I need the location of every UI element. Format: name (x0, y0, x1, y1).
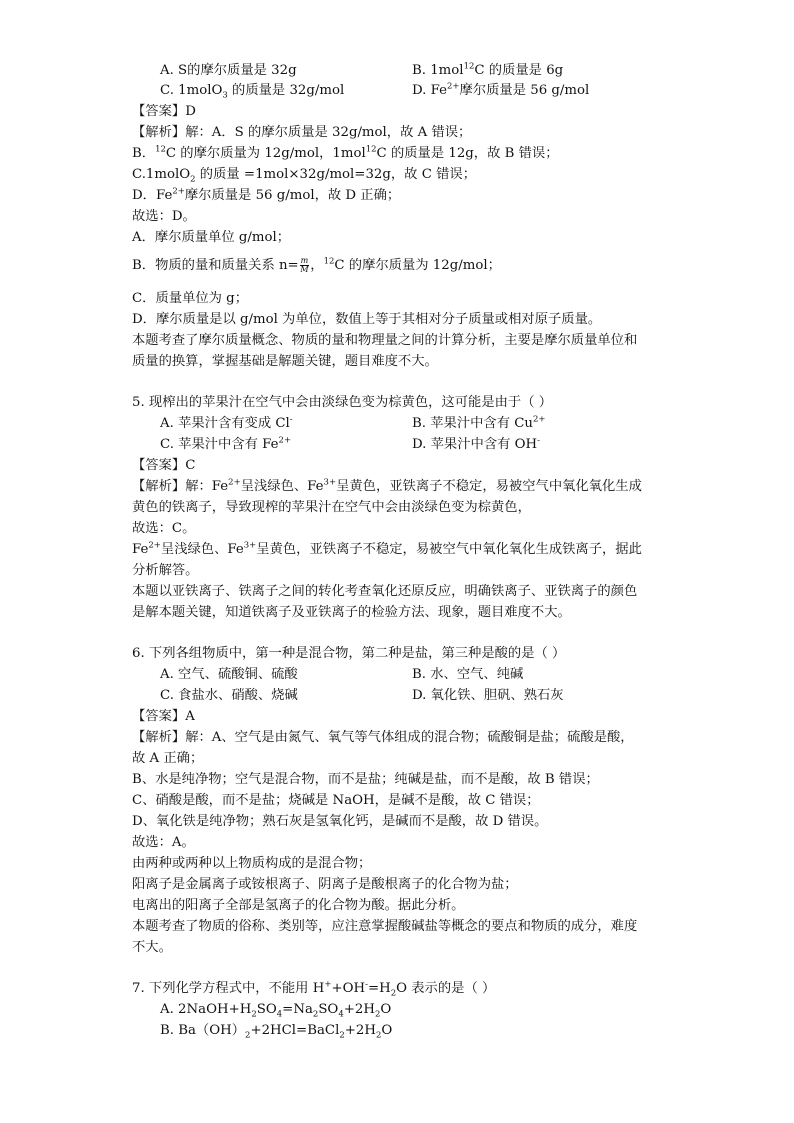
q6-stem: 6. 下列各组物质中，第一种是混合物，第二种是盐，第三种是酸的是（ ） (132, 646, 566, 661)
q4-answer: 【答案】D (132, 104, 196, 119)
q6-analysis-line: 故选：A。 (132, 835, 195, 850)
fraction-m-over-M: $\frac{m}{M}$ (300, 256, 309, 274)
q7-option-b: B. $Ba(OH)_2+2HCl=BaCl_2+2H_2O$ (160, 1023, 393, 1041)
q5-option-b: B. 苹果汁中含有 $Cu^{2+}$ (412, 414, 546, 431)
q6-option-c: C. 食盐水、硝酸、烧碱 (160, 688, 298, 703)
q4-analysis-line: B．$^{12}$C 的摩尔质量为 12g/mol，1mol$^{12}$C 的质量是 12g，故 B 错误； (132, 144, 559, 161)
q5-answer: 【答案】C (132, 458, 196, 473)
q4-analysis-line: A．摩尔质量单位 g/mol； (132, 230, 291, 245)
q4-option-b: B. 1mol$^{12}$C 的质量是 6g (412, 61, 564, 78)
q6-option-d: D. 氧化铁、胆矾、熟石灰 (412, 688, 564, 703)
q4-option-d: D. $Fe^{2+}$摩尔质量是 56 g/mol (412, 81, 590, 98)
q5-stem: 5. 现榨出的苹果汁在空气中会由淡绿色变为棕黄色，这可能是由于（ ） (132, 395, 553, 410)
q6-analysis-line: 不大。 (132, 940, 172, 955)
q4-option-c: C. 1molO$_3$ 的质量是 32g/mol (160, 83, 345, 101)
q6-analysis-line: 由两种或两种以上物质构成的是混合物； (132, 856, 372, 871)
q6-answer: 【答案】A (132, 709, 195, 724)
q5-option-d: D. 苹果汁中含有 OH- (412, 435, 541, 452)
q4-analysis-line: 【解析】解：A．S 的摩尔质量是 32g/mol，故 A 错误； (132, 125, 472, 140)
q5-analysis-line: 本题以亚铁离子、铁离子之间的转化考查氧化还原反应，明确铁离子、亚铁离子的颜色 (132, 584, 638, 599)
q4-analysis-line: 故选：D。 (132, 209, 196, 224)
q5-analysis-line: 分析解答。 (132, 563, 199, 578)
q4-analysis-line: D．$Fe^{2+}$摩尔质量是 56 g/mol，故 D 正确； (132, 186, 401, 203)
q5-option-c: C. 苹果汁中含有 $Fe^{2+}$ (160, 435, 292, 452)
q6-analysis-line: 故 A 正确； (132, 751, 204, 766)
q6-analysis-line: 【解析】解：A、空气是由氮气、氧气等气体组成的混合物；硫酸铜是盐；硫酸是酸， (132, 730, 634, 745)
q5-analysis-line: 故选：C。 (132, 521, 196, 536)
q5-analysis-line: 【解析】解：$Fe^{2+}$呈浅绿色、$Fe^{3+}$呈黄色，亚铁离子不稳定，易被空气中氧化氧化生成 (132, 477, 642, 494)
q4-analysis-line: C.1molO$_2$ 的质量 =1mol×32g/mol=32g，故 C 错误； (132, 167, 476, 185)
q5-option-a: A. 苹果汁含有变成 Cl- (160, 414, 293, 431)
q5-analysis-line: 黄色的铁离子，导致现榨的苹果汁在空气中会由淡绿色变为棕黄色， (132, 500, 531, 515)
q6-analysis-line: C、硝酸是酸，而不是盐；烧碱是 NaOH，是碱不是酸，故 C 错误； (132, 793, 540, 808)
q4-analysis-line: D．摩尔质量是以 g/mol 为单位，数值上等于其相对分子质量或相对原子质量。 (132, 312, 602, 327)
q4-analysis-line: C．质量单位为 g； (132, 291, 248, 306)
q6-option-b: B. 水、空气、纯碱 (412, 667, 524, 682)
q6-analysis-line: 本题考查了物质的俗称、类别等，应注意掌握酸碱盐等概念的要点和物质的成分，难度 (132, 919, 638, 934)
q6-analysis-line: D、氧化铁是纯净物；熟石灰是氢氧化钙，是碱而不是酸，故 D 错误。 (132, 814, 548, 829)
q6-analysis-line: B、水是纯净物；空气是混合物，而不是盐；纯碱是盐，而不是酸，故 B 错误； (132, 772, 599, 787)
q6-analysis-line: 电离出的阳离子全部是氢离子的化合物为酸。据此分析。 (132, 898, 465, 913)
q6-analysis-line: 阳离子是金属离子或铵根离子、阴离子是酸根离子的化合物为盐； (132, 877, 518, 892)
q7-stem: 7. 下列化学方程式中，不能用 $H^++OH^-=H_2O$ 表示的是（ ） (132, 979, 496, 999)
q6-option-a: A. 空气、硫酸铜、硫酸 (160, 667, 298, 682)
q5-analysis-line: 是解本题关键，知道铁离子及亚铁离子的检验方法、现象，题目难度不大。 (132, 605, 571, 620)
q4-option-a: A. S的摩尔质量是 32g (160, 63, 297, 78)
q4-analysis-line: 本题考查了摩尔质量概念、物质的量和物理量之间的计算分析，主要是摩尔质量单位和 (132, 333, 638, 348)
q5-analysis-line: $Fe^{2+}$呈浅绿色、$Fe^{3+}$呈黄色，亚铁离子不稳定，易被空气中氧化氧化生成铁离子，据此 (132, 540, 642, 557)
q4-analysis-line: 质量的换算，掌握基础是解题关键，题目难度不大。 (132, 354, 438, 369)
q7-option-a: A. $2NaOH+H_2SO_4=Na_2SO_4+2H_2O$ (160, 1002, 392, 1020)
q4-analysis-line: B．物质的量和质量关系 n= $\frac{m}{M}$ ，$^{12}$C 的摩尔质量为 12g/mol； (132, 256, 501, 274)
